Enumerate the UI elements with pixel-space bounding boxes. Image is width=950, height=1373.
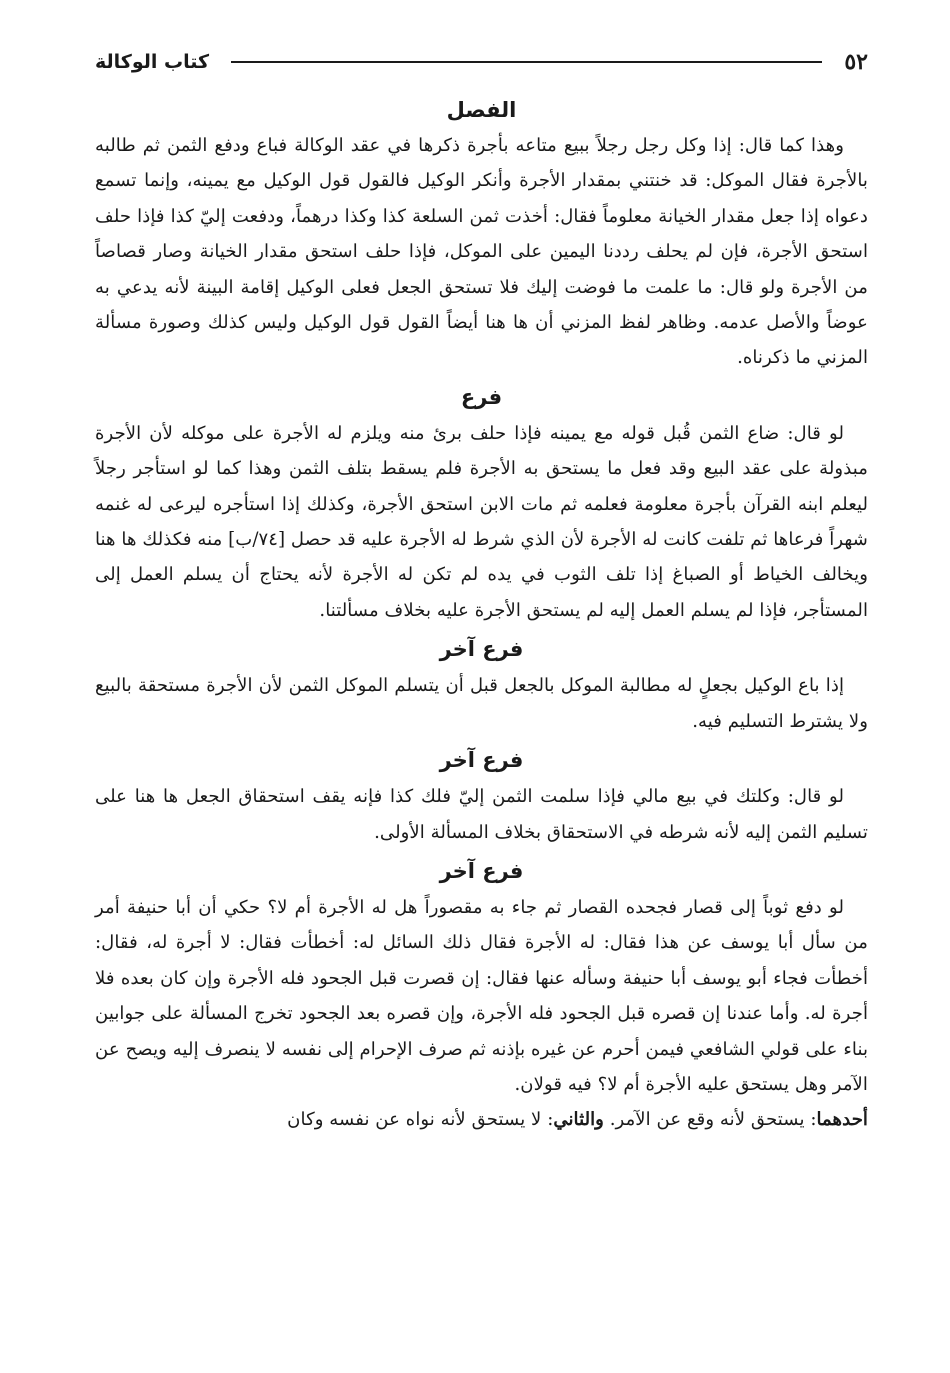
page-header <box>95 40 868 84</box>
paragraph: وهذا كما قال: إذا وكل رجل رجلاً ببيع متاعه بأجرة ذكرها في عقد الوكالة فباع ودفع الثمن ثم طالبه بالأجرة فقال الموكل: قد خنتني بمقدار الأجرة وأنكر الوكيل فالقول قول الوكيل مع يمينه، وإنما تسمع دعواه إذا جعل مقدار الخيانة معلوماً فقال: أخذت ثمن السلعة كذا وكذا درهماً، ودفعت إليّ كذا فإذا حلف استحق الأجرة، فإن لم يحلف رددنا اليمين على الموكل، فإذا حلف استحق مقدار الخيانة وصار قصاصاً من الأجرة ولو قال: ما علمت ما فوضت إليك فلا تستحق الجعل فعلى الوكيل إقامة البينة لأنه يدعي به عوضاً والأصل عدمه. وظاهر لفظ المزني أن ها هنا أيضاً القول قول الوكيل وليس كذلك وصورة مسألة المزني ما ذكرناه. <box>95 135 868 369</box>
subsection-heading: فرع <box>460 384 503 409</box>
subsection-heading: فرع آخر <box>439 858 524 883</box>
first-opinion-term: أحدهما <box>816 1109 868 1131</box>
second-opinion-text: : لا يستحق لأنه نواه عن نفسه وكان <box>287 1109 554 1131</box>
subsection-heading: فرع آخر <box>439 637 524 662</box>
paragraph-continuation <box>95 1102 868 1137</box>
page-number: ٥٢ <box>844 49 868 75</box>
header-rule <box>231 61 822 63</box>
first-opinion-text: : يستحق لأنه وقع عن الآمر. <box>603 1109 817 1131</box>
subsection-heading: فرع آخر <box>439 748 524 773</box>
paragraph: لو قال: ضاع الثمن قُبل قوله مع يمينه فإذا حلف برئ منه ويلزم له الأجرة على موكله لأن الأجرة مبذولة على عقد البيع وقد فعل ما يستحق به الأجرة فلم يسقط بتلف الثمن وهذا كما لو استأجر رجلاً ليعلم ابنه القرآن بأجرة معلومة فعلمه ثم مات الابن استحق الأجرة، وكذلك إذا استأجره ليرعى له غنمه شهراً فرعاها ثم تلفت كانت له الأجرة لأن الذي شرط له الأجرة عليه قد حصل [٧٤/ب] منه فكذلك ها هنا ويخالف الخياط أو الصباغ إذا تلف الثوب في يده لم تكن له الأجرة لأنه يحتاج أن يسلم العمل إلى المستأجر، فإذا لم يسلم العمل إليه لم يستحق الأجرة عليه بخلاف مسألتنا. <box>95 422 868 621</box>
book-title: كتاب الوكالة <box>95 51 210 73</box>
section-heading: الفصل <box>446 98 517 122</box>
book-page <box>95 40 868 1373</box>
paragraph: لو دفع ثوباً إلى قصار فجحده القصار ثم جاء به مقصوراً هل له الأجرة أم لا؟ حكي أن أبا حنيفة أمر من سأل أبا يوسف عن هذا فقال: له الأجرة فقال ذلك السائل له: أخطأت فقال: لا أجرة له، فقال: أخطأت فجاء أبو يوسف أبا حنيفة وسأله عنها فقال: إن قصرت قبل الجحود فله الأجرة وإن كان بعده فلا أجرة له. وأما عندنا إن قصره قبل الجحود فله الأجرة، وإن قصره بعد الجحود تخرج المسألة على جوابين بناء على قولي الشافعي فيمن أحرم عن غيره بإذنه ثم صرف الإحرام إلى نفسه لا ينصرف إليه ويصح عن الآمر وهل يستحق عليه الأجرة أم لا؟ فيه قولان. <box>95 896 868 1095</box>
paragraph: لو قال: وكلتك في بيع مالي فإذا سلمت الثمن إليّ فلك كذا فإنه يقف استحقاق الجعل ها هنا على تسليم الثمن إليه لأنه شرطه في الاستحقاق بخلاف المسألة الأولى. <box>95 786 868 843</box>
second-opinion-term: والثاني <box>553 1109 604 1131</box>
paragraph: إذا باع الوكيل بجعلٍ له مطالبة الموكل بالجعل قبل أن يتسلم الموكل الثمن لأن الأجرة مستحقة بالبيع ولا يشترط التسليم فيه. <box>95 675 868 732</box>
